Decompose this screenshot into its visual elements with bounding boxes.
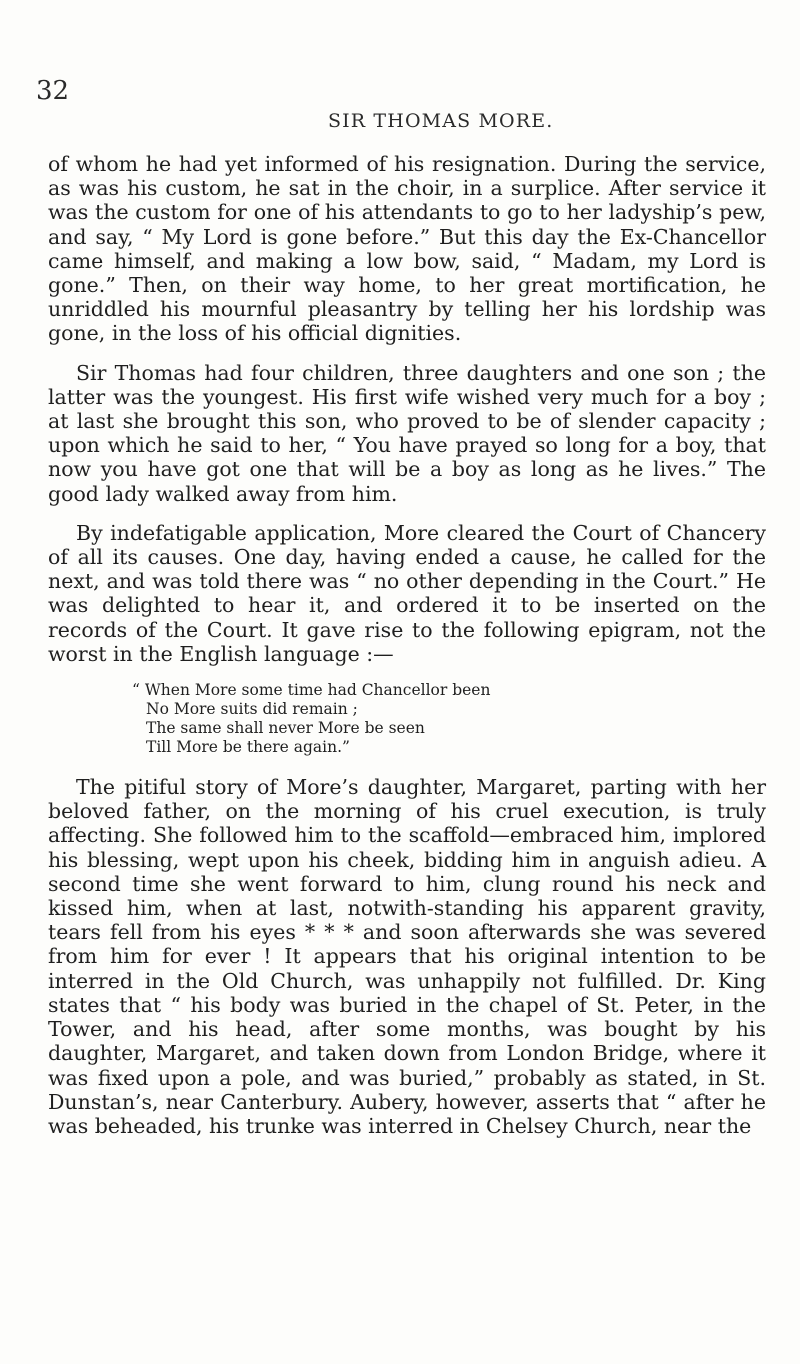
paragraph-chancery: By indefatigable application, More cleared the Court of Chancery of all its causes. One day, having ended a cause, he called for the next, and was told there was “ no other depending in the Court.” He was delighted to hear it, and ordered it to be inserted on the records of the Court. It gave rise to the following epigram, not the worst in the English language :—	[48, 520, 766, 666]
epigram-line: Till More be there again.”	[146, 738, 350, 757]
body-text	[48, 152, 766, 1153]
epigram	[48, 681, 766, 757]
page-number: 32	[36, 76, 70, 106]
paragraph-resignation: of whom he had yet informed of his resignation. During the service, as was his custom, he sat in the choir, in a surplice. After service it was the custom for one of his attendants to go to her ladyship’s pew, and say, “ My Lord is gone before.” But this day the Ex-Chancellor came himself, and making a low bow, said, “ Madam, my Lord is gone.” Then, on their way home, to her great mortification, he unriddled his mournful pleasantry by telling her his lordship was gone, in the loss of his official dignities.	[48, 152, 766, 346]
epigram-line: No More suits did remain ;	[146, 700, 358, 719]
epigram-line: “ When More some time had Chancellor been	[132, 681, 491, 700]
epigram-line: The same shall never More be seen	[146, 719, 425, 738]
running-head: SIR THOMAS MORE.	[328, 110, 554, 132]
paragraph-children: Sir Thomas had four children, three daughters and one son ; the latter was the youngest. His first wife wished very much for a boy ; at last she brought this son, who proved to be of slender capacity ; upon which he said to her, “ You have prayed so long for a boy, that now you have got one that will be a boy as long as he lives.” The good lady walked away from him.	[48, 360, 766, 506]
paragraph-margaret: The pitiful story of More’s daughter, Margaret, parting with her beloved father, on the morning of his cruel execution, is truly affecting. She followed him to the scaffold—embraced him, implored his blessing, wept upon his cheek, bidding him in anguish adieu. A second time she went forward to him, clung round his neck and kissed him, when at last, notwith-standing his apparent gravity, tears fell from his eyes * * * and soon afterwards she was severed from him for ever ! It appears that his original intention to be interred in the Old Church, was unhappily not fulfilled. Dr. King states that “ his body was buried in the chapel of St. Peter, in the Tower, and his head, after some months, was bought by his daughter, Margaret, and taken down from London Bridge, where it was fixed upon a pole, and was buried,” probably as stated, in St. Dunstan’s, near Canterbury. Aubery, however, asserts that “ after he was beheaded, his trunke was interred in Chelsey Church, near the	[48, 775, 766, 1138]
